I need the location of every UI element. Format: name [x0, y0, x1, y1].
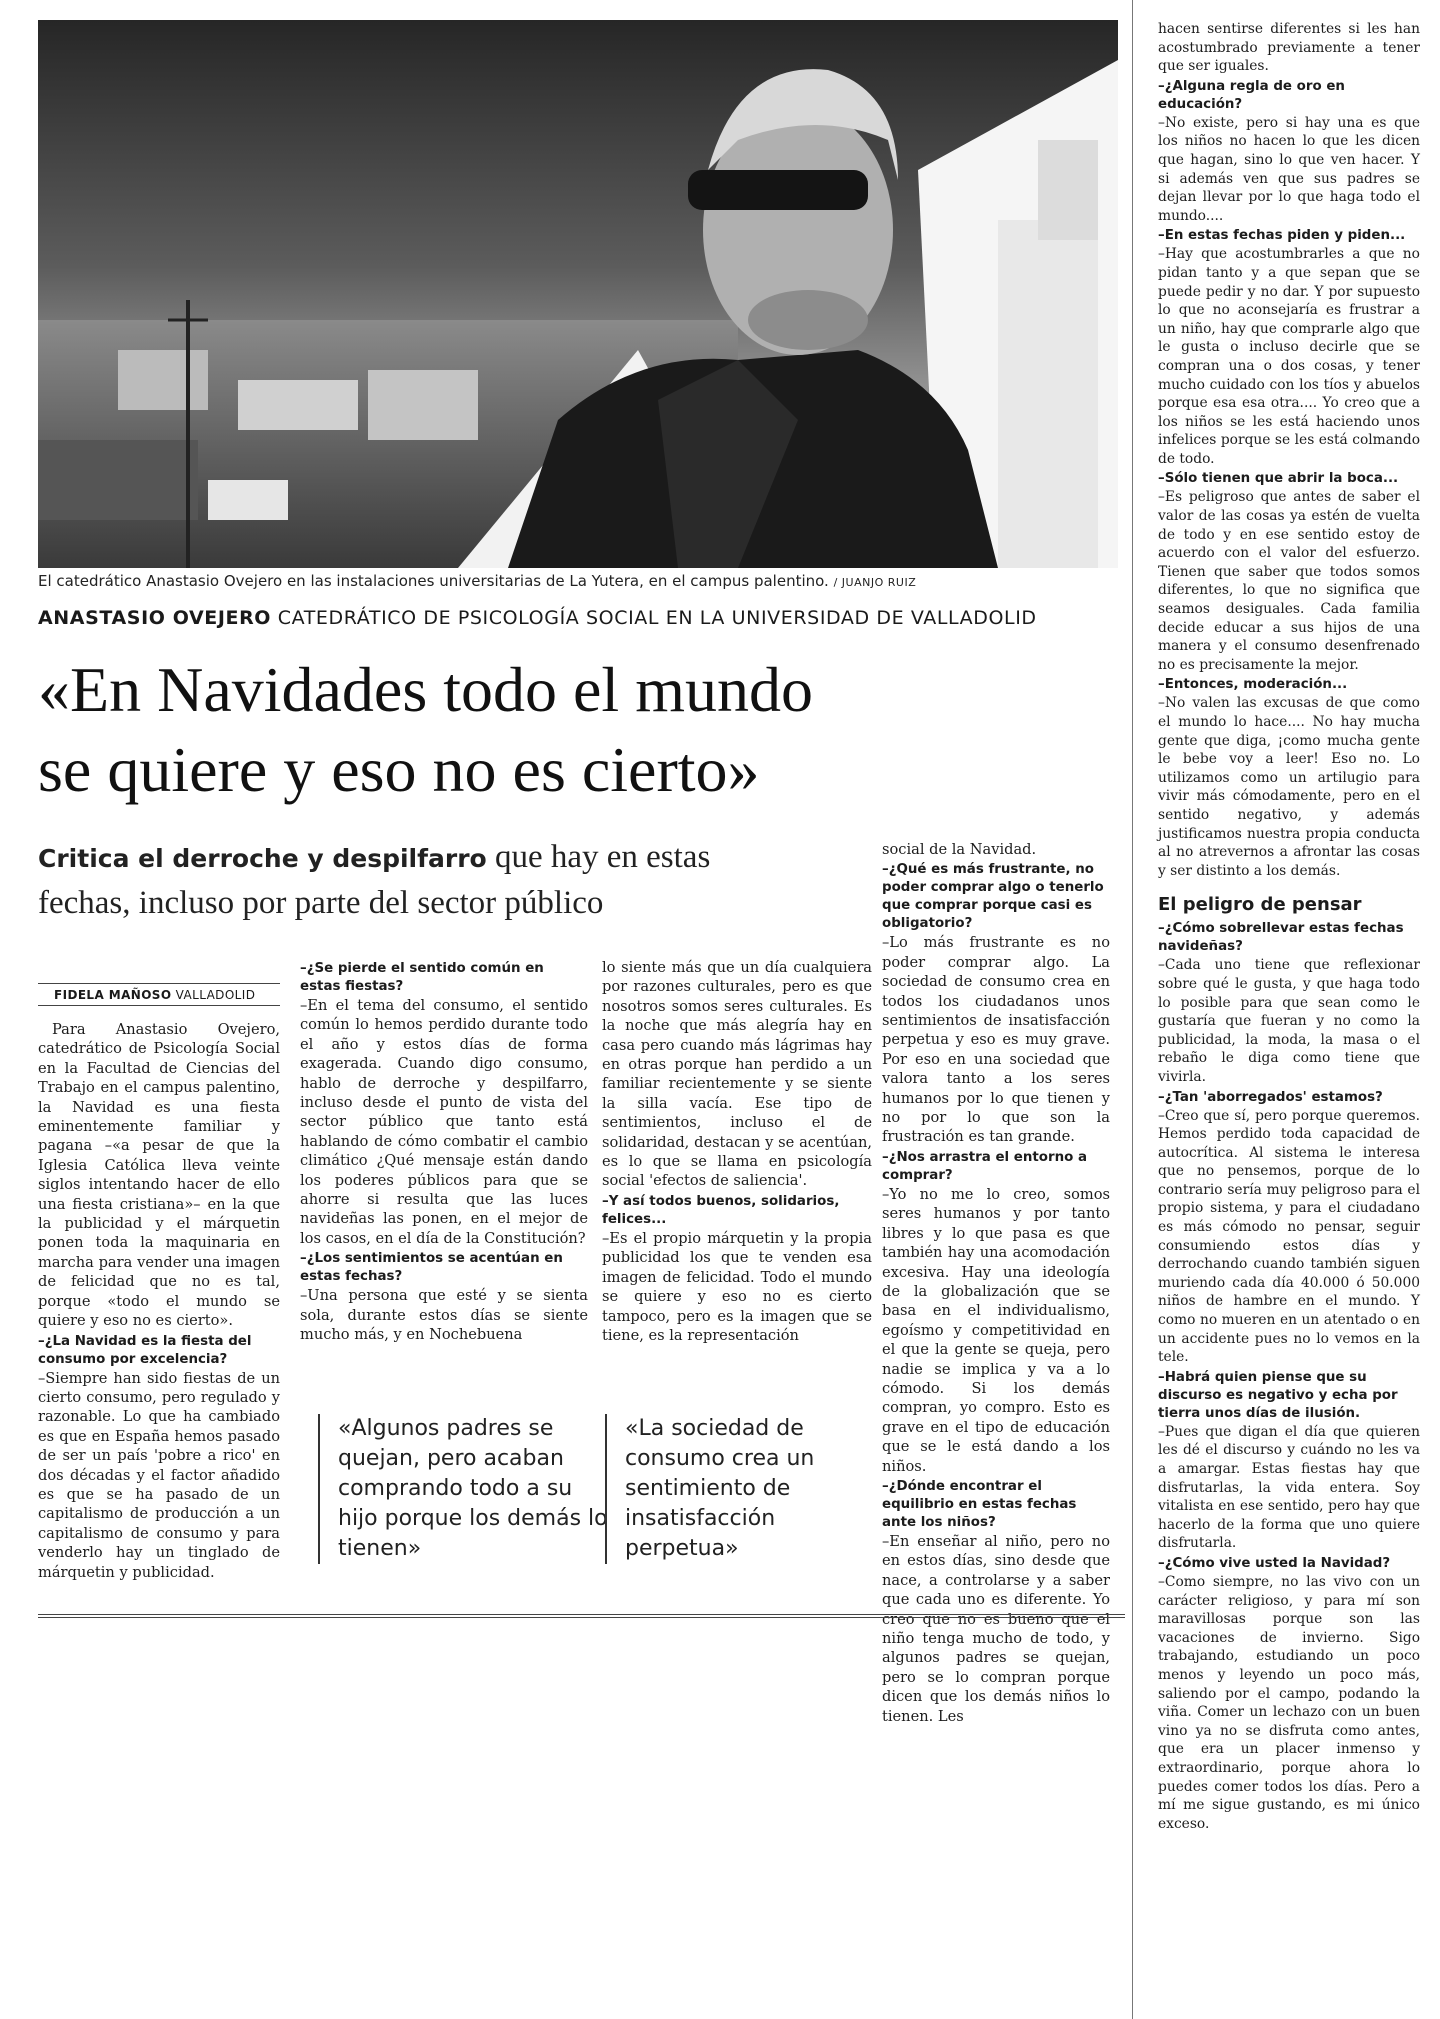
question: –Entonces, moderación... — [1158, 677, 1348, 693]
subheadline — [38, 835, 888, 925]
photo-caption — [38, 572, 1118, 590]
answer: –Yo no me lo creo, somos seres humanos y por tanto libres y lo que pasa es que también hay una acomodación excesiva. Hay una ideología de la globalización que se basa en el individualismo, egoísmo y competitividad en el que la gente se queja, pero nadie se implica y va a lo cómodo. Si los demás compran, yo compro. Esto es grave en el tipo de educación que se le está dando a los niños. — [882, 1185, 1110, 1475]
column-5 — [1158, 20, 1420, 1833]
answer: –Una persona que esté y se sienta sola, durante estos días se siente mucho más, y en Nochebuena — [300, 1287, 588, 1344]
answer: –En enseñar al niño, pero no en estos días, sino desde que nace, a controlarse y a saber que cada uno es diferente. Yo creo que no es bueno que el niño tenga mucho de todo, y algunos padres se quejan, pero se lo compran porque dicen que los demás niños lo tienen. Les — [882, 1532, 1110, 1725]
answer: –Como siempre, no las vivo con un carácter religioso, y para mí son maravillosas porque son las vacaciones de invierno. Sigo trabajando, estudiando un poco menos y leyendo un poco más, saliendo por el campo, podando la viña. Comer un lechazo con un buen vino ya no se disfruta como antes, que era un placer inmenso y extraordinario, porque ahora lo puedes comer todos los días. Pero a mí me sigue gustando, es mi único exceso. — [1158, 1573, 1420, 1832]
byline-place: VALLADOLID — [175, 988, 256, 1002]
question: –Sólo tienen que abrir la boca... — [1158, 471, 1399, 487]
answer: –Lo más frustrante es no poder comprar algo. La sociedad de consumo crea en todos los ciudadanos unos sentimientos de insatisfacción perpetua y eso es muy grave. Por eso en una sociedad que valora tanto a los seres humanos por lo que tienen y no por lo que son la frustración es tan grande. — [882, 934, 1110, 1146]
photo-illustration — [38, 20, 1118, 568]
answer: –Hay que acostumbrarles a que no pidan tanto y a que sepan que se puede pedir y no dar. Y por supuesto lo que no aconsejaría es frustrar a un niño, hay que comprarle algo que le gusta o incluso decirle que se compran una o dos cosas, y tener mucho cuidado con los tíos y abuelos porque esa esa otra.... Yo creo que a los niños se les está haciendo unos infelices porque se les está colmando de todo. — [1158, 246, 1420, 467]
question: –¿Alguna regla de oro en educación? — [1158, 78, 1345, 112]
question: –¿Qué es más frustrante, no poder comprar algo o tenerlo que comprar porque casi es obligatorio? — [882, 862, 1104, 932]
byline-author: FIDELA MAÑOSO — [54, 988, 172, 1002]
question: –En estas fechas piden y piden... — [1158, 228, 1406, 244]
question: –Habrá quien piense que su discurso es negativo y echa por tierra unos días de ilusión. — [1158, 1369, 1398, 1421]
answer-continued: hacen sentirse diferentes si les han acostumbrado previamente a tener que ser iguales. — [1158, 21, 1420, 75]
headline-line-1: «En Navidades todo el mundo — [38, 654, 813, 725]
kicker — [38, 607, 1118, 629]
question: –Y así todos buenos, solidarios, felices... — [602, 1193, 840, 1227]
question: –¿Dónde encontrar el equilibrio en estas fechas ante los niños? — [882, 1478, 1077, 1530]
column-4 — [882, 840, 1110, 1726]
question: –¿Los sentimientos se acentúan en estas fechas? — [300, 1251, 563, 1285]
question: –¿Tan 'aborregados' estamos? — [1158, 1089, 1383, 1105]
interviewee-role: CATEDRÁTICO DE PSICOLOGÍA SOCIAL EN LA UNIVERSIDAD DE VALLADOLID — [277, 607, 1037, 629]
intro-paragraph: Para Anastasio Ovejero, catedrático de Psicología Social en la Facultad de Ciencias del Trabajo en el campus palentino, la Navidad es una fiesta eminentemente familiar y pagana –«a pesar de que la Iglesia Católica lleva veinte siglos intentando hacer de ello una fiesta cristiana»– en la que la publicidad y el márquetin ponen toda la maquinaria en marcha para vender una imagen de felicidad que no es tal, porque «todo el mundo se quiere y eso no es cierto». — [38, 1021, 280, 1330]
answer: –Es el propio márquetin y la propia publicidad los que te venden esa imagen de felicidad. Todo el mundo se quiere y eso no es cierto tampoco, pero es la imagen que se tiene, es la representación — [602, 1229, 872, 1344]
pull-quote-1: «Algunos padres se quejan, pero acaban comprando todo a su hijo porque los demás lo tienen» — [318, 1414, 608, 1564]
column-divider — [1132, 0, 1133, 2019]
column-1 — [38, 1020, 280, 1582]
caption-text: El catedrático Anastasio Ovejero en las instalaciones universitarias de La Yutera, en el campus palentino. — [38, 572, 829, 590]
pull-quote-2: «La sociedad de consumo crea un sentimiento de insatisfacción perpetua» — [605, 1414, 871, 1564]
answer: –Siempre han sido fiestas de un cierto consumo, pero regulado y razonable. Lo que ha cambiado es que en España hemos pasado de ser un país 'pobre a rico' en dos décadas y el factor añadido es que se ha pasado de un capitalismo de producción a un capitalismo de consumo y para venderlo hay un tinglado de márquetin y publicidad. — [38, 1369, 280, 1581]
question: –¿Se pierde el sentido común en estas fiestas? — [300, 961, 544, 994]
headline-line-2: se quiere y eso no es cierto» — [38, 734, 760, 805]
question: –¿Cómo sobrellevar estas fechas navideñas? — [1158, 921, 1404, 955]
column-3 — [602, 958, 872, 1345]
question: –¿La Navidad es la fiesta del consumo por excelencia? — [38, 1333, 252, 1367]
answer: –Es peligroso que antes de saber el valor de las cosas ya estén de vuelta de todo y en ese sentido estoy de acuerdo con el valor del esfuerzo. Tienen que saber que todos somos diferentes, lo que no significa que seamos desiguales. Cada familia decide educar a sus hijos de una manera y el consumo desenfrenado no es precisamente la mejor. — [1158, 489, 1420, 673]
answer: –Creo que sí, pero porque queremos. Hemos perdido toda capacidad de autocrítica. Al sistema le interesa que no pensemos, porque de lo contrario sería muy peligroso para el propio sistema, y para el ciudadano es más cómodo no pensar, seguir consumiendo estos días y derrochando cuando también siguen muriendo cada día 40.000 ó 50.000 niños de hambre en el mundo. Y como no mueren en un atentado o en un accidente pues no lo vemos en la tele. — [1158, 1107, 1420, 1366]
subhead-rest: que hay en estas — [486, 839, 711, 875]
question: –¿Nos arrastra el entorno a comprar? — [882, 1149, 1088, 1183]
section-heading: El peligro de pensar — [1158, 894, 1362, 916]
answer: –Pues que digan el día que quieren les dé el discurso y cuándo no les va a amargar. Estas fiestas hay que disfrutarlas, la vida entera. Soy vitalista en ese sentido, pero hay que hacerlo de la forma que uno quiere disfrutarla. — [1158, 1423, 1420, 1552]
answer-continued: lo siente más que un día cualquiera por razones culturales, pero es que nosotros somos seres culturales. Es la noche que más alegría hay en casa pero cuando más lágrimas hay en otras porque han perdido a un familiar recientemente y se siente la silla vacía. Ese tipo de sentimientos, incluso el de solidaridad, destacan y se acentúan, es lo que se llama en psicología social 'efectos de saliencia'. — [602, 959, 872, 1190]
answer-continued: social de la Navidad. — [882, 841, 1037, 858]
article-photo — [38, 20, 1118, 568]
headline — [38, 650, 1038, 810]
photo-credit: / JUANJO RUIZ — [833, 576, 917, 589]
question: –¿Cómo vive usted la Navidad? — [1158, 1555, 1391, 1571]
bottom-rule — [38, 1614, 1125, 1618]
answer: –Cada uno tiene que reflexionar sobre qué le gusta, y que haga todo lo posible para que sean como le gustaría que fueran y no como la publicidad, la moda, la masa o el rebaño le diga como tiene que vivirla. — [1158, 957, 1420, 1085]
subhead-bold: Critica el derroche y despilfarro — [38, 844, 487, 873]
answer: –No existe, pero si hay una es que los niños no hacen lo que les dicen que hagan, sino lo que ven hacer. Y si además ven que sus padres se dejan llevar por lo que haga todo el mundo.... — [1158, 114, 1420, 224]
answer: –En el tema del consumo, el sentido común lo hemos perdido durante todo el año y estos días de forma exagerada. Cuando digo consumo, hablo de derroche y despilfarro, incluso desde el punto de vista del sector público que tanto está hablando de cómo combatir el cambio climático ¿Qué mensaje están dando los poderes públicos para que se ahorre si resulta que las luces navideñas las ponen, en el mejor de los casos, en el día de la Constitución? — [300, 997, 588, 1247]
subhead-line-2: fechas, incluso por parte del sector público — [38, 885, 604, 921]
column-2 — [300, 958, 588, 1345]
answer: –No valen las excusas de que como el mundo lo hace.... No hay mucha gente que diga, ¡como mucha gente le bebe voy a leer! Eso no. Lo utilizamos como un artilugio para vivir más cómodamente, pero en el sentido negativo, y además justificamos nuestra propia conducta al no atrevernos a afrontar las cosas y ser distinto a los demás. — [1158, 695, 1420, 879]
interviewee-name: ANASTASIO OVEJERO — [38, 607, 272, 629]
byline — [38, 983, 280, 1006]
